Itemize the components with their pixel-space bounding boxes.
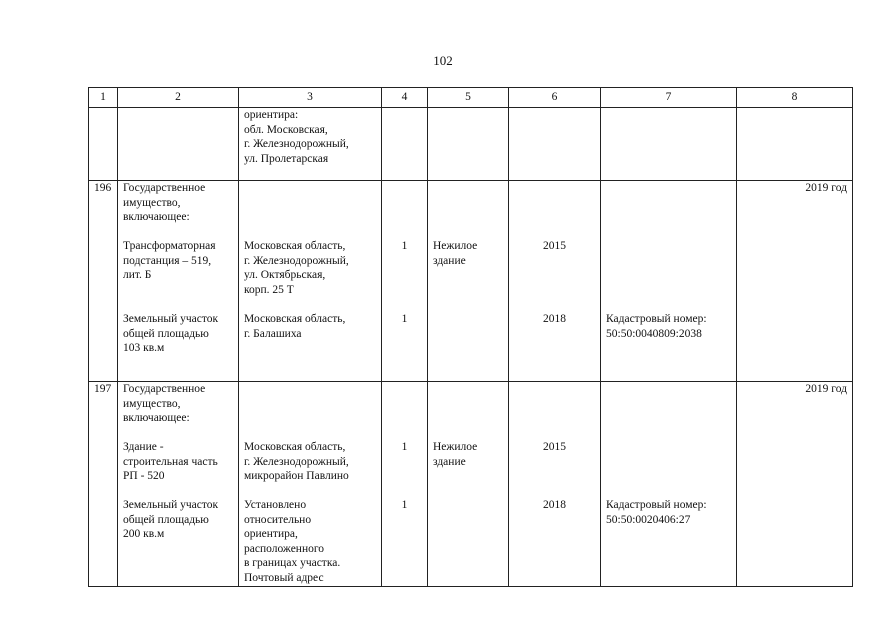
row-year: 2019 год	[737, 382, 853, 587]
item-cadastral-number: Кадастровый номер: 50:50:0040809:2038	[606, 313, 707, 340]
item-name: Земельный участок общей площадью 103 кв.м	[123, 313, 219, 355]
page-number: 102	[433, 53, 453, 68]
property-registry-table	[88, 87, 853, 587]
group-name: Государственное имущество, включающее:	[123, 383, 206, 425]
item-name: Земельный участок общей площадью 200 кв.м	[123, 499, 219, 541]
item-address: Московская область, г. Железнодорожный, микрорайон Павлино	[244, 441, 349, 483]
row-year: 2019 год	[737, 181, 853, 382]
continuation-address: ориентира: обл. Московская, г. Железнодорожный, ул. Пролетарская	[244, 109, 349, 165]
column-header: 5	[428, 88, 509, 108]
item-year-built: 2018	[543, 313, 566, 325]
item-year-built: 2015	[543, 240, 566, 252]
item-cadastral-number: Кадастровый номер: 50:50:0020406:27	[606, 499, 707, 526]
item-type: Нежилое здание	[433, 240, 478, 267]
item-year-built: 2018	[543, 499, 566, 511]
item-quantity: 1	[401, 441, 408, 453]
column-header: 4	[382, 88, 428, 108]
item-name: Трансформаторная подстанция – 519, лит. Б	[123, 240, 216, 282]
item-quantity: 1	[401, 313, 408, 325]
item-year-built: 2015	[543, 441, 566, 453]
item-name: Здание - строительная часть РП - 520	[123, 441, 218, 483]
row-number: 197	[89, 382, 118, 587]
column-header: 8	[737, 88, 853, 108]
group-name: Государственное имущество, включающее:	[123, 182, 206, 224]
item-type: Нежилое здание	[433, 441, 478, 468]
item-quantity: 1	[401, 499, 408, 511]
column-header: 2	[118, 88, 239, 108]
header-row	[89, 88, 853, 108]
item-address: Установлено относительно ориентира, расположенного в границах участка. Почтовый адрес	[244, 499, 341, 584]
column-header: 7	[601, 88, 737, 108]
table-row	[89, 181, 853, 382]
column-header: 3	[239, 88, 382, 108]
item-address: Московская область, г. Балашиха	[244, 313, 346, 340]
item-address: Московская область, г. Железнодорожный, ул. Октябрьская, корп. 25 Т	[244, 240, 349, 296]
row-number: 196	[89, 181, 118, 382]
item-quantity: 1	[401, 240, 408, 252]
table-row	[89, 108, 853, 181]
column-header: 1	[89, 88, 118, 108]
table-row	[89, 382, 853, 587]
column-header: 6	[509, 88, 601, 108]
